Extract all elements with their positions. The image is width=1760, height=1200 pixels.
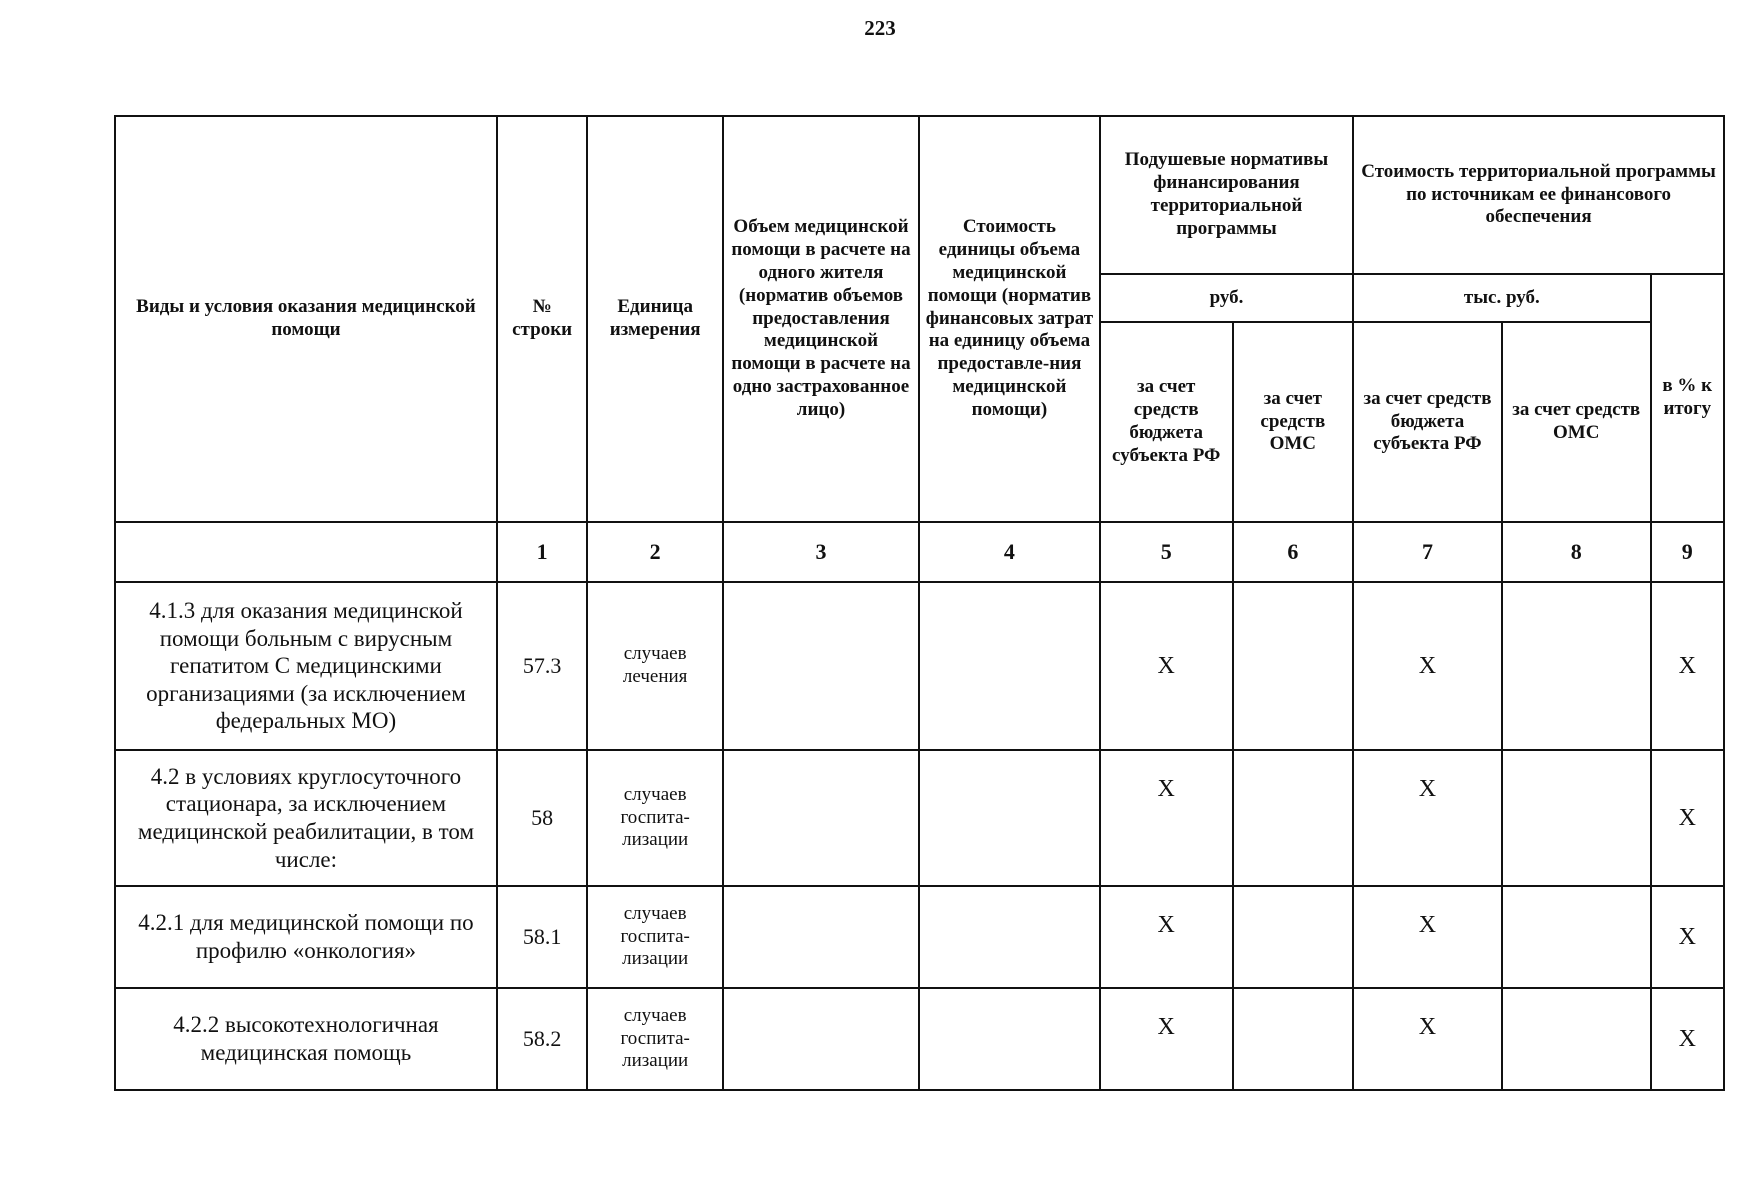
cell-empty [1502,988,1651,1090]
cell-empty [1233,988,1354,1090]
header-oms: за счет средств ОМС [1233,322,1354,522]
row-name: 4.2 в условиях круглосуточного стационара, за исключением медицинской реабилитации, в том числе: [115,750,497,886]
header-types: Виды и условия оказания медицинской помощи [115,116,497,522]
page-number: 223 [864,16,896,40]
header-row-number: № строки [497,116,587,522]
cell-empty [1233,886,1354,988]
cell-empty [1233,750,1354,886]
header-budget-rf: за счет средств бюджета субъекта РФ [1100,322,1233,522]
column-number: 9 [1651,522,1724,582]
table-row [115,988,1724,1090]
row-name: 4.2.2 высокотехнологичная медицинская помощь [115,988,497,1090]
row-code: 58 [497,750,587,886]
cell-x: Х [1100,582,1233,750]
cell-x: Х [1100,750,1233,886]
table-row [115,750,1724,886]
cell-x: Х [1353,886,1502,988]
row-code: 58.2 [497,988,587,1090]
header-program-cost: Стоимость территориальной программы по источникам ее финансового обеспечения [1353,116,1724,274]
cell-x: Х [1353,750,1502,886]
row-unit: случаев госпита-лизации [587,988,723,1090]
row-unit: случаев госпита-лизации [587,886,723,988]
financing-table [114,115,1725,1091]
table-row [115,582,1724,750]
cell-empty [919,750,1100,886]
header-per-capita: Подушевые нормативы финансирования территориальной программы [1100,116,1353,274]
cell-x: Х [1651,582,1724,750]
row-code: 57.3 [497,582,587,750]
header-budget-rf-thous: за счет средств бюджета субъекта РФ [1353,322,1502,522]
cell-empty [723,988,919,1090]
header-unit: Единица измерения [587,116,723,522]
column-number: 3 [723,522,919,582]
cell-x: Х [1353,988,1502,1090]
cell-x: Х [1651,886,1724,988]
header-volume: Объем медицинской помощи в расчете на одного жителя (норматив объемов предоставления медицинской помощи в расчете на одно застрахованное лицо) [723,116,919,522]
column-number: 2 [587,522,723,582]
header-thous-rub: тыс. руб. [1353,274,1650,322]
cell-x: Х [1651,750,1724,886]
row-name: 4.2.1 для медицинской помощи по профилю «онкология» [115,886,497,988]
cell-empty [1502,886,1651,988]
cell-empty [1233,582,1354,750]
column-number: 8 [1502,522,1651,582]
row-unit: случаев лечения [587,582,723,750]
cell-x: Х [1100,886,1233,988]
column-number: 4 [919,522,1100,582]
cell-empty [723,750,919,886]
header-rub: руб. [1100,274,1353,322]
column-number: 7 [1353,522,1502,582]
cell-empty [919,582,1100,750]
table-row [115,886,1724,988]
cell-empty [919,886,1100,988]
row-code: 58.1 [497,886,587,988]
header-percent: в % к итогу [1651,274,1724,522]
header-unit-cost: Стоимость единицы объема медицинской помощи (норматив финансовых затрат на единицу объема предоставле-ния медицинской помощи) [919,116,1100,522]
cell-x: Х [1651,988,1724,1090]
column-number: 1 [497,522,587,582]
cell-empty [723,582,919,750]
cell-empty [1502,582,1651,750]
header-oms-thous: за счет средств ОМС [1502,322,1651,522]
column-number-empty [115,522,497,582]
column-number: 6 [1233,522,1354,582]
column-number: 5 [1100,522,1233,582]
cell-empty [1502,750,1651,886]
row-unit: случаев госпита-лизации [587,750,723,886]
cell-empty [723,886,919,988]
cell-x: Х [1100,988,1233,1090]
row-name: 4.1.3 для оказания медицинской помощи больным с вирусным гепатитом С медицинскими организациями (за исключением федеральных МО) [115,582,497,750]
cell-x: Х [1353,582,1502,750]
cell-empty [919,988,1100,1090]
